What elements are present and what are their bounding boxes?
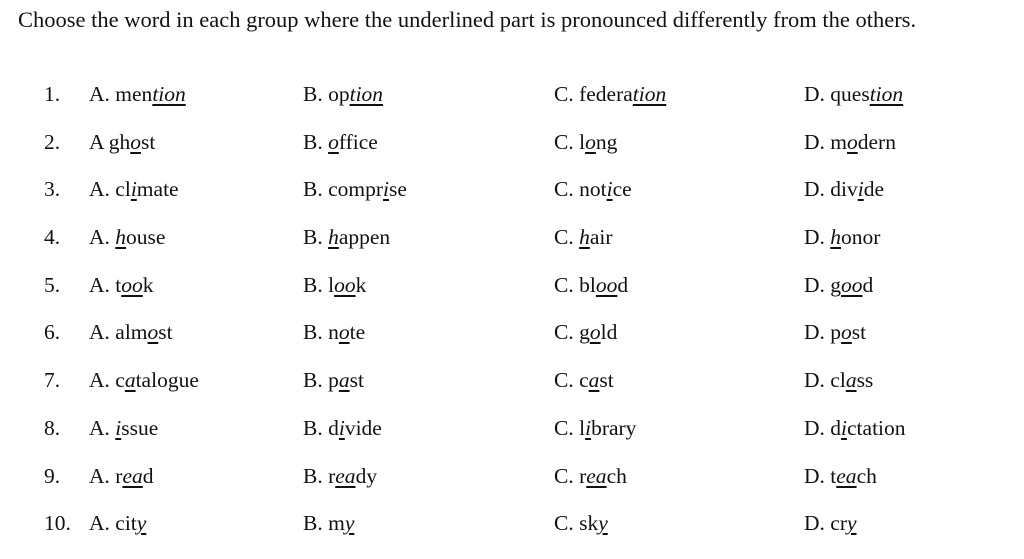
word-pre: alm — [115, 320, 148, 345]
question-number: 1. — [44, 82, 61, 106]
word-post: ce — [612, 177, 632, 202]
option-label: B. — [303, 368, 323, 393]
underlined-part: h — [830, 225, 842, 250]
word-post: d — [617, 272, 629, 297]
underlined-part: o — [841, 320, 852, 345]
word-pre: men — [115, 82, 153, 106]
underlined-part: i — [606, 177, 613, 202]
underlined-part: o — [130, 129, 141, 154]
word-pre: cl — [830, 368, 846, 393]
underlined-part: y — [846, 511, 857, 536]
underlined-part: i — [383, 177, 390, 202]
option-d — [804, 511, 857, 536]
word-post: ssue — [121, 415, 159, 440]
underlined-part: i — [338, 415, 345, 440]
word-post: vide — [344, 415, 382, 440]
word-pre: p — [830, 320, 842, 345]
option-b — [303, 416, 382, 441]
question-row — [0, 416, 1024, 464]
option-d — [804, 225, 880, 250]
word-pre: compr — [328, 177, 384, 202]
option-label: B. — [303, 415, 323, 440]
option-a — [89, 273, 154, 298]
option-label: D. — [804, 272, 825, 297]
question-row — [0, 82, 1024, 130]
option-label: A. — [89, 82, 110, 106]
word-post: ch — [606, 463, 627, 488]
option-label: C. — [554, 129, 574, 154]
underlined-part: tion — [349, 82, 384, 106]
option-label: A. — [89, 225, 110, 250]
option-c — [554, 273, 628, 298]
question-row — [0, 464, 1024, 512]
question-list — [0, 82, 1024, 559]
word-pre: not — [579, 177, 607, 202]
option-b — [303, 273, 366, 298]
underlined-part: o — [585, 129, 596, 154]
word-pre: t — [115, 272, 122, 297]
option-d — [804, 82, 903, 107]
underlined-part: o — [328, 129, 339, 154]
option-label: C. — [554, 415, 574, 440]
underlined-part: a — [124, 368, 136, 393]
question-number: 5. — [44, 272, 61, 297]
word-pre: m — [328, 511, 345, 536]
option-d — [804, 416, 906, 441]
option-label: D. — [804, 82, 825, 106]
option-b — [303, 368, 364, 393]
option-d — [804, 464, 877, 489]
word-post: ouse — [126, 225, 166, 250]
question-number: 4. — [44, 225, 61, 250]
option-b — [303, 130, 378, 155]
underlined-part: a — [588, 368, 600, 393]
word-pre: m — [830, 129, 848, 154]
word-post: dern — [857, 129, 896, 154]
word-post: ch — [856, 463, 877, 488]
word-post: mate — [136, 177, 179, 202]
option-label: C. — [554, 320, 574, 345]
underlined-part: y — [136, 511, 147, 536]
word-post: ss — [856, 368, 874, 393]
word-pre: federa — [579, 82, 633, 106]
option-a — [89, 130, 155, 155]
word-pre: l — [579, 415, 586, 440]
option-label: C. — [554, 82, 574, 106]
underlined-part: ea — [586, 463, 607, 488]
option-c — [554, 368, 614, 393]
question-row — [0, 177, 1024, 225]
option-label: A. — [89, 415, 110, 440]
option-d — [804, 273, 873, 298]
option-c — [554, 225, 613, 250]
word-pre: d — [328, 415, 339, 440]
underlined-part: oo — [841, 272, 863, 297]
word-pre: bl — [579, 272, 596, 297]
option-label: C. — [554, 463, 574, 488]
option-label: A. — [89, 177, 110, 202]
underlined-part: i — [857, 177, 864, 202]
option-b — [303, 177, 407, 202]
word-post: talogue — [135, 368, 199, 393]
option-c — [554, 130, 617, 155]
word-post: st — [851, 320, 867, 345]
option-d — [804, 177, 884, 202]
underlined-part: h — [115, 225, 127, 250]
option-label: D. — [804, 463, 825, 488]
option-c — [554, 464, 627, 489]
question-number: 9. — [44, 463, 61, 488]
question-number: 3. — [44, 177, 61, 202]
word-pre: cr — [830, 511, 847, 536]
word-pre: p — [328, 368, 339, 393]
option-c — [554, 511, 608, 536]
option-label: D. — [804, 415, 825, 440]
word-post: st — [599, 368, 614, 393]
option-label: B. — [303, 82, 323, 106]
option-label: C. — [554, 368, 574, 393]
word-post: d — [862, 272, 874, 297]
word-post: dy — [355, 463, 378, 488]
option-label: A. — [89, 320, 110, 345]
question-row — [0, 130, 1024, 178]
word-pre: g — [830, 272, 842, 297]
option-label: C. — [554, 225, 574, 250]
word-pre: cl — [115, 177, 131, 202]
word-post: brary — [591, 415, 637, 440]
word-post: ld — [600, 320, 618, 345]
option-label: A. — [89, 511, 110, 536]
underlined-part: tion — [632, 82, 667, 106]
option-d — [804, 368, 873, 393]
underlined-part: a — [845, 368, 857, 393]
option-c — [554, 82, 666, 107]
option-label: C. — [554, 272, 574, 297]
option-label: D. — [804, 225, 825, 250]
word-post: st — [349, 368, 364, 393]
word-post: st — [140, 129, 156, 154]
underlined-part: ea — [122, 463, 143, 488]
option-label: A. — [89, 272, 110, 297]
option-b — [303, 464, 377, 489]
option-label: C. — [554, 177, 574, 202]
underlined-part: tion — [869, 82, 904, 106]
option-b — [303, 320, 365, 345]
question-number: 8. — [44, 415, 61, 440]
option-b — [303, 82, 383, 107]
word-post: air — [589, 225, 613, 250]
underlined-part: i — [841, 415, 848, 440]
word-pre: ques — [830, 82, 870, 106]
question-number: 10. — [44, 511, 71, 536]
underlined-part: o — [338, 320, 350, 345]
underlined-part: i — [130, 177, 137, 202]
underlined-part: i — [115, 415, 122, 440]
option-a — [89, 511, 146, 536]
option-d — [804, 320, 866, 345]
option-label: A. — [89, 463, 110, 488]
option-label: B. — [303, 511, 323, 536]
option-label: C. — [554, 511, 574, 536]
word-post: onor — [841, 225, 881, 250]
word-pre: l — [328, 272, 335, 297]
word-post: k — [142, 272, 154, 297]
word-pre: t — [830, 463, 837, 488]
option-label: A. — [89, 368, 110, 393]
option-a — [89, 225, 165, 250]
option-label: B. — [303, 177, 323, 202]
underlined-part: y — [598, 511, 608, 536]
word-pre: n — [328, 320, 339, 345]
question-row — [0, 511, 1024, 559]
option-label: D. — [804, 320, 825, 345]
question-number: 2. — [44, 129, 61, 154]
option-a — [89, 177, 179, 202]
word-pre: op — [328, 82, 350, 106]
underlined-part: a — [338, 368, 350, 393]
underlined-part: o — [589, 320, 601, 345]
underlined-part: ea — [836, 463, 857, 488]
option-a — [89, 464, 154, 489]
underlined-part: o — [847, 129, 858, 154]
word-pre: d — [830, 415, 842, 440]
question-row — [0, 225, 1024, 273]
word-post: ffice — [338, 129, 378, 154]
option-a — [89, 416, 158, 441]
option-b — [303, 511, 354, 536]
underlined-part: oo — [595, 272, 618, 297]
option-label: B. — [303, 225, 323, 250]
word-post: appen — [338, 225, 391, 250]
word-post: d — [142, 463, 154, 488]
option-label: B. — [303, 320, 323, 345]
question-number: 7. — [44, 368, 61, 393]
word-post: k — [355, 272, 367, 297]
underlined-part: o — [147, 320, 159, 345]
underlined-part: h — [579, 225, 590, 250]
word-pre: sk — [579, 511, 599, 536]
word-post: ctation — [847, 415, 906, 440]
option-label: D. — [804, 511, 825, 536]
instruction-text: Choose the word in each group where the underlined part is pronounced differently from the others. — [18, 7, 917, 32]
option-a — [89, 320, 173, 345]
word-post: te — [349, 320, 366, 345]
option-a — [89, 368, 199, 393]
option-label: D. — [804, 177, 825, 202]
option-c — [554, 320, 617, 345]
option-d — [804, 130, 896, 155]
word-pre: c — [579, 368, 589, 393]
word-pre: l — [579, 129, 586, 154]
question-row — [0, 273, 1024, 321]
option-c — [554, 416, 636, 441]
option-label: A — [89, 129, 104, 154]
option-c — [554, 177, 632, 202]
underlined-part: oo — [334, 272, 356, 297]
word-post: st — [158, 320, 173, 345]
underlined-part: h — [328, 225, 339, 250]
word-pre: div — [830, 177, 858, 202]
option-b — [303, 225, 390, 250]
question-number: 6. — [44, 320, 61, 345]
option-label: B. — [303, 463, 323, 488]
option-label: D. — [804, 368, 825, 393]
underlined-part: tion — [152, 82, 186, 106]
word-pre: r — [579, 463, 587, 488]
option-label: D. — [804, 129, 825, 154]
option-label: B. — [303, 272, 323, 297]
word-post: se — [389, 177, 407, 202]
word-pre: r — [115, 463, 123, 488]
underlined-part: ea — [335, 463, 356, 488]
question-row — [0, 368, 1024, 416]
question-row — [0, 320, 1024, 368]
word-pre: g — [579, 320, 590, 345]
word-pre: c — [115, 368, 125, 393]
underlined-part: i — [585, 415, 592, 440]
word-pre: r — [328, 463, 336, 488]
option-label: B. — [303, 129, 323, 154]
word-post: de — [863, 177, 885, 202]
word-pre: cit — [115, 511, 137, 536]
underlined-part: oo — [121, 272, 143, 297]
word-post: ng — [595, 129, 618, 154]
word-pre: gh — [108, 129, 131, 154]
underlined-part: y — [344, 511, 355, 536]
option-a — [89, 82, 186, 107]
